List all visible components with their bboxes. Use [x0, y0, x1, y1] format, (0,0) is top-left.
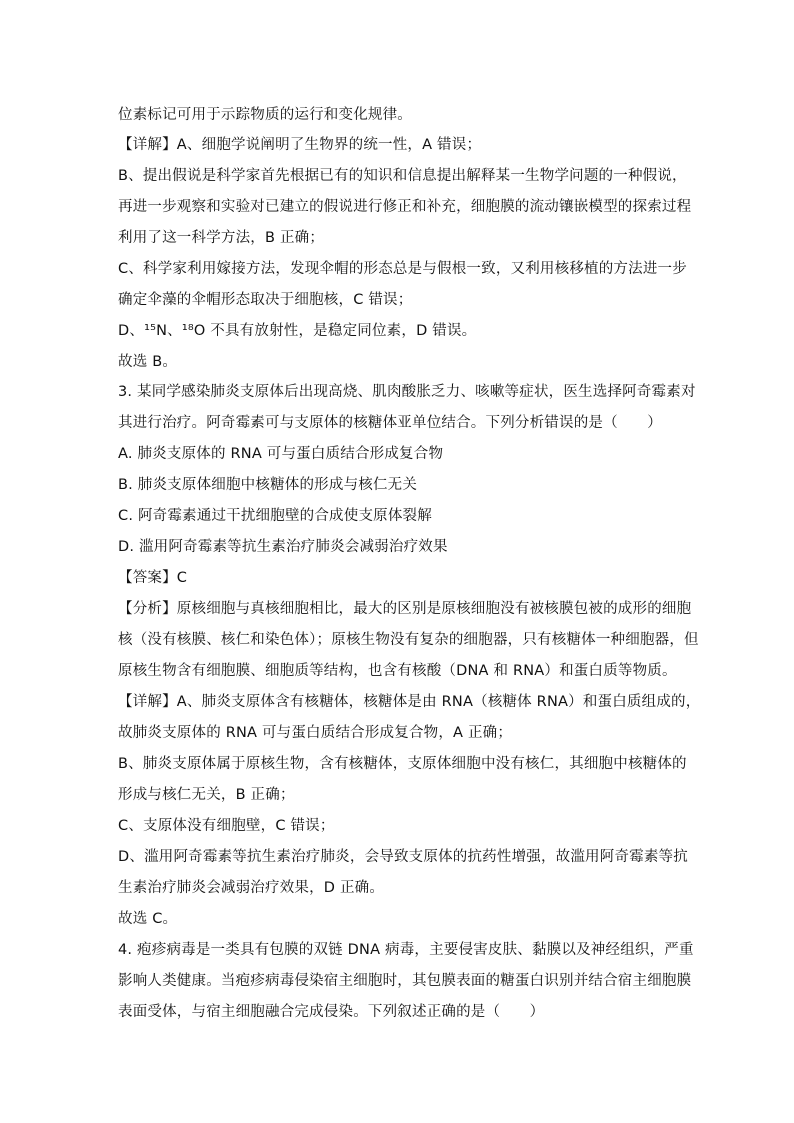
- text-line: 利用了这一科学方法，B 正确；: [118, 230, 325, 246]
- question-4-stem: 4. 疱疹病毒是一类具有包膜的双链 DNA 病毒，主要侵害皮肤、黏膜以及神经组织，严重: [118, 942, 694, 958]
- text-line: 故选 B。: [118, 354, 178, 370]
- analysis-line: 原核生物含有细胞膜、细胞质等结构，也含有核酸（DNA 和 RNA）和蛋白质等物质。: [118, 663, 677, 679]
- explanation-line: 形成与核仁无关，B 正确；: [118, 787, 295, 803]
- text-line: B、提出假说是科学家首先根据已有的知识和信息提出解释某一生物学问题的一种假说，: [118, 168, 687, 184]
- explanation-line: 【详解】A、肺炎支原体含有核糖体，核糖体是由 RNA（核糖体 RNA）和蛋白质组成的，: [118, 694, 701, 710]
- question-3-stem: 其进行治疗。阿奇霉素可与支原体的核糖体亚单位结合。下列分析错误的是（ ）: [118, 415, 662, 431]
- option-d: D. 滥用阿奇霉素等抗生素治疗肺炎会减弱治疗效果: [118, 539, 448, 555]
- analysis-line: 核（没有核膜、核仁和染色体）；原核生物没有复杂的细胞器，只有核糖体一种细胞器，但: [118, 632, 699, 648]
- option-c: C. 阿奇霉素通过干扰细胞壁的合成使支原体裂解: [118, 508, 432, 524]
- option-a: A. 肺炎支原体的 RNA 可与蛋白质结合形成复合物: [118, 446, 444, 462]
- analysis-line: 【分析】原核细胞与真核细胞相比，最大的区别是原核细胞没有被核膜包被的成形的细胞: [118, 601, 692, 617]
- question-4-stem: 影响人类健康。当疱疹病毒侵染宿主细胞时，其包膜表面的糖蛋白识别并结合宿主细胞膜: [118, 973, 692, 989]
- explanation-line: 故肺炎支原体的 RNA 可与蛋白质结合形成复合物，A 正确；: [118, 725, 513, 741]
- answer-choice: 故选 C。: [118, 911, 178, 927]
- explanation-line: B、肺炎支原体属于原核生物，含有核糖体，支原体细胞中没有核仁，其细胞中核糖体的: [118, 756, 687, 772]
- answer-line: 【答案】C: [118, 570, 188, 586]
- explanation-line: 生素治疗肺炎会减弱治疗效果，D 正确。: [118, 880, 385, 896]
- explanation-line: C、支原体没有细胞壁，C 错误；: [118, 818, 335, 834]
- question-4-stem: 表面受体，与宿主细胞融合完成侵染。下列叙述正确的是（ ）: [118, 1004, 545, 1020]
- text-line: D、¹⁵N、¹⁸O 不具有放射性，是稳定同位素，D 错误。: [118, 323, 477, 339]
- explanation-line: D、滥用阿奇霉素等抗生素治疗肺炎，会导致支原体的抗药性增强，故滥用阿奇霉素等抗: [118, 849, 688, 865]
- question-3-stem: 3. 某同学感染肺炎支原体后出现高烧、肌肉酸胀乏力、咳嗽等症状，医生选择阿奇霉素对: [118, 384, 696, 400]
- text-line: 再进一步观察和实验对已建立的假说进行修正和补充，细胞膜的流动镶嵌模型的探索过程: [118, 199, 692, 215]
- text-line: 确定伞藻的伞帽形态取决于细胞核，C 错误；: [118, 292, 413, 308]
- text-line: C、科学家利用嫁接方法，发现伞帽的形态总是与假根一致，又利用核移植的方法进一步: [118, 261, 687, 277]
- text-line: 【详解】A、细胞学说阐明了生物界的统一性，A 错误；: [118, 137, 482, 153]
- option-b: B. 肺炎支原体细胞中核糖体的形成与核仁无关: [118, 477, 418, 493]
- text-line: 位素标记可用于示踪物质的运行和变化规律。: [118, 107, 412, 123]
